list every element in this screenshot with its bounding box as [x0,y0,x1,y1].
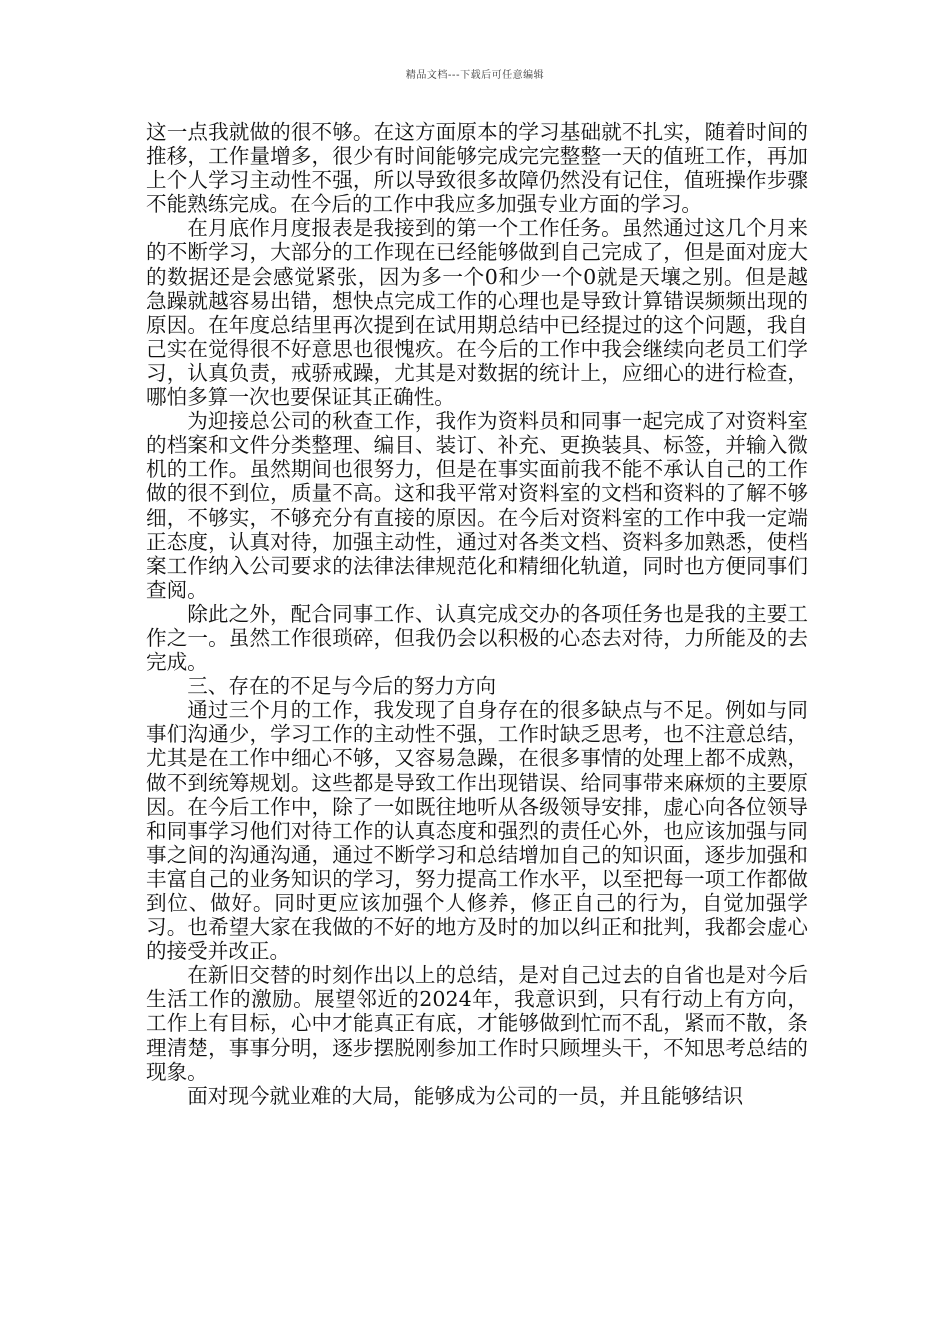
paragraph-archive-work: 为迎接总公司的秋查工作，我作为资料员和同事一起完成了对资料室的档案和文件分类整理、编目、装订、补充、更换装具、标签，并输入微机的工作。虽然期间也很努力，但是在事实面前我不能不承认自己的工作做的很不到位，质量不高。这和我平常对资料室的文档和资料的了解不够细，不够实，不够充分有直接的原因。在今后对资料室的工作中我一定端正态度，认真对待，加强主动性，通过对各类文档、资料多加熟悉，使档案工作纳入公司要求的法律法律规范化和精细化轨道，同时也方便同事们查阅。 [146,409,808,602]
paragraph-monthly-report: 在月底作月度报表是我接到的第一个工作任务。虽然通过这几个月来的不断学习，大部分的工作现在已经能够做到自己完成了，但是面对庞大的数据还是会感觉紧张，因为多一个0和少一个0就是天壤之别。但是越急躁就越容易出错，想快点完成工作的心理也是导致计算错误频频出现的原因。在年度总结里再次提到在试用期总结中已经提过的这个问题，我自己实在觉得很不好意思也很愧疚。在今后的工作中我会继续向老员工们学习，认真负责，戒骄戒躁，尤其是对数据的统计上，应细心的进行检查，哪怕多算一次也要保证其正确性。 [146,216,808,410]
running-header: 精品文档---下载后可任意编辑 [405,70,545,81]
paragraph-outlook: 在新旧交替的时刻作出以上的总结，是对自己过去的自省也是对今后生活工作的激励。展望邻近的2024年，我意识到，只有行动上有方向，工作上有目标，心中才能真正有底，才能够做到忙而不乱，紧而不散，条理清楚，事事分明，逐步摆脱刚参加工作时只顾埋头干，不知思考总结的现象。 [146,963,808,1084]
paragraph-other-tasks: 除此之外，配合同事工作、认真完成交办的各项任务也是我的主要工作之一。虽然工作很琐碎，但我仍会以积极的心态去对待，力所能及的去完成。 [146,601,808,675]
paragraph-continued: 这一点我就做的很不够。在这方面原本的学习基础就不扎实，随着时间的推移，工作量增多，很少有时间能够完成完完整整一天的值班工作，再加上个人学习主动性不强，所以导致很多故障仍然没有记住，值班操作步骤不能熟练完成。在今后的工作中我应多加强专业方面的学习。 [146,120,808,217]
paragraph-shortcomings: 通过三个月的工作，我发现了自身存在的很多缺点与不足。例如与同事们沟通少，学习工作的主动性不强，工作时缺乏思考，也不注意总结，尤其是在工作中细心不够，又容易急躁，在很多事情的处理上都不成熟，做不到统筹规划。这些都是导致工作出现错误、给同事带来麻烦的主要原因。在今后工作中，除了一如既往地听从各级领导安排，虚心向各位领导和同事学习他们对待工作的认真态度和强烈的责任心外，也应该加强与同事之间的沟通沟通，通过不断学习和总结增加自己的知识面，逐步加强和丰富自己的业务知识的学习，努力提高工作水平，以至把每一项工作都做到位、做好。同时更应该加强个人修养，修正自己的行为，自觉加强学习。也希望大家在我做的不好的地方及时的加以纠正和批判，我都会虚心的接受并改正。 [146,698,808,964]
paragraph-closing: 面对现今就业难的大局，能够成为公司的一员，并且能够结识 [187,1083,744,1108]
document-body [146,120,808,1108]
section-heading: 三、存在的不足与今后的努力方向 [187,674,497,699]
